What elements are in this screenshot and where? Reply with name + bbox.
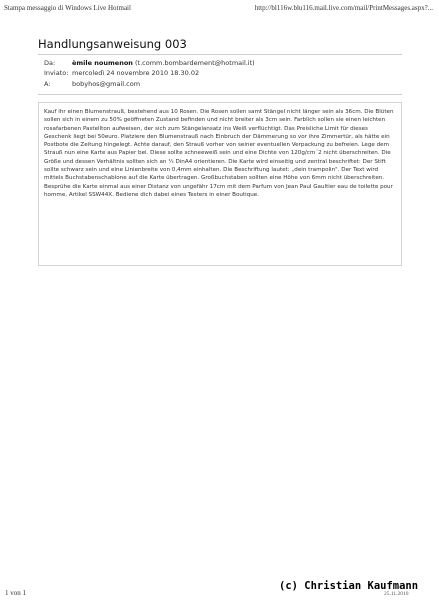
from-row [44, 59, 255, 68]
page-number: 1 von 1 [5, 589, 26, 597]
to-label: A: [44, 80, 51, 88]
to-row [44, 80, 140, 89]
sender-address: (t.comm.bombardement@hotmail.it) [135, 59, 255, 67]
sent-row [44, 69, 199, 78]
header-divider [38, 94, 402, 95]
subject-divider [38, 54, 402, 55]
from-label: Da: [44, 59, 56, 67]
recipient-address: bobyhos@gmail.com [72, 80, 141, 88]
print-header-title: Stampa messaggio di Windows Live Hotmail [4, 4, 131, 12]
sent-value: mercoledì 24 novembre 2010 18.30.02 [72, 69, 200, 77]
copyright-watermark: (c) Christian Kaufmann [279, 580, 419, 592]
email-subject: Handlungsanweisung 003 [38, 37, 187, 51]
footer-date: 25.11.2010 [384, 591, 409, 597]
sent-label: Inviato: [44, 69, 69, 77]
sender-name: èmile noumenon [72, 59, 133, 67]
message-body-text: Kauf ihr einen Blumenstrauß, bestehend aus 10 Rosen. Die Rosen sollen samt Stängel nicht länger sein als 36cm. Die Blüten sollen sich in einem zu 50% geöffneten Zustand befinden und nicht breiter als 3cm sein. Farblich sollen sie einen leichten rosafarbenen Pastellton aufweisen, der sich zum Stängelansatz ins Weiß verflüchtigt. Das Preisliche Limit für dieses Geschenk liegt bei 50euro. Platziere den Blumenstrauß nach Einbruch der Dämmerung so vor ihre Zimmertür, als hätte ein Postbote die Zeitung hingelegt. Achte darauf, den Strauß vorher von seiner eventuellen Verpackung zu befreien. Lege dem Strauß nun eine Karte aus Papier bei. Diese sollte schneeweiß sein und eine Dichte von 120g/cm´2 nicht überschreiten. Die Größe und dessen Verhältnis sollten sich an ¼ DinA4 orientieren. Die Karte wird einseitig und zentral beschriftet: Der Stift sollte schwarz sein und eine Linienbreite von 0,4mm einhalten. Die Beschriftung lautet: „dein trampolin". Der Text wird mittels Buchstabenschablone auf die Karte übertragen. Großbuchstaben sollten eine Höhe von 6mm nicht überschreiten. Besprühe die Karte einmal aus einer Distanz von ungefähr 17cm mit dem Parfum von Jean Paul Gaultier eau de toilette pour homme, Artikel SSW44X. Bediene dich dabei eines Testers in einer Boutique. [44, 109, 394, 198]
print-header-url: http://bl116w.blu116.mail.live.com/mail/PrintMessages.aspx?... [254, 4, 433, 12]
